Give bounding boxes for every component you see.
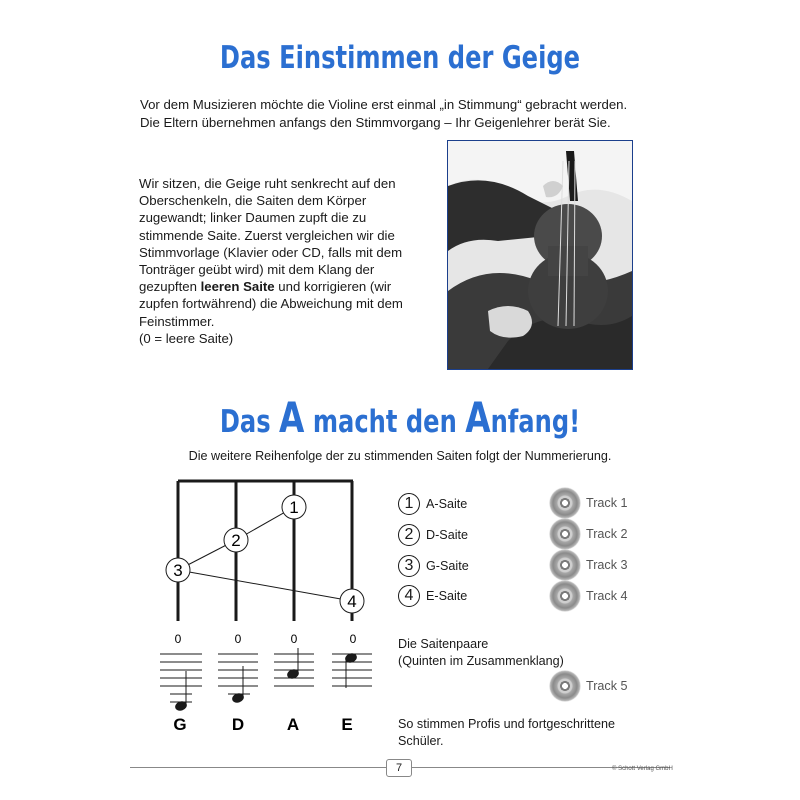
track-label-1: Track 1 [586,496,628,510]
legend-label-1: A-Saite [426,497,468,511]
track-label-5: Track 5 [586,679,628,693]
closing-note [398,716,615,750]
open-string-zero-g: 0 [174,632,182,646]
closing-line-1: So stimmen Profis und fortgeschrittene [398,717,615,731]
track-item-5[interactable] [550,671,628,701]
intro-line-1: Vor dem Musizieren möchte die Violine erst einmal „in Stimmung“ gebracht werden. [140,97,628,112]
order-marker-4 [340,589,364,613]
heading-part-1: Das [219,404,280,440]
intro-line-2: Die Eltern übernehmen anfangs den Stimmvorgang – Ihr Geigenlehrer berät Sie. [140,115,611,130]
order-number-3: 3 [173,561,183,580]
cd-icon [550,581,580,611]
copyright: © Schott Verlag GmbH [612,766,673,772]
legend-number-2: 2 [398,524,420,546]
note-name-d: D [231,715,245,734]
cd-icon [550,550,580,580]
instruction-paragraph [139,175,429,347]
page-title: Das Einstimmen der Geige [219,40,581,76]
violin-photo [447,140,633,370]
string-pairs-note [398,636,564,670]
cd-icon [550,488,580,518]
paragraph-text: Wir sitzen, die Geige ruht senkrecht auf den Oberschenkeln, die Saiten dem Körper zugewandt; linker Daumen zupft die zu stimmende Saite. Zuerst vergleichen wir die Stimmvorlage (Klavier oder CD, falls mit dem Tonträger geübt wird) mit dem Klang der gezupften [139,176,403,295]
subtitle: Die weitere Reihenfolge der zu stimmenden Saiten folgt der Nummerierung. [188,449,612,463]
connector-3-4 [178,570,352,601]
track-item-4[interactable] [550,581,628,611]
note-name-a: A [286,715,300,734]
heading-part-3: nfang! [490,404,581,440]
open-string-zero-a: 0 [290,632,298,646]
paragraph-note: (0 = leere Saite) [139,330,234,346]
cd-icon [550,519,580,549]
paragraph-text-end: und korrigieren (wir zupfen fortwährend) die Abweichung mit dem Feinstimmer. [139,279,403,329]
track-label-2: Track 2 [586,527,628,541]
note-name-g: G [173,715,187,734]
staff-e [332,652,372,688]
legend-label-2: D-Saite [426,528,468,542]
legend-row-2 [398,523,469,547]
heading-big-a: A [279,393,305,442]
track-label-3: Track 3 [586,558,628,572]
order-number-1: 1 [289,498,299,517]
tuning-diagram [150,476,380,766]
note-name-e: E [341,715,353,734]
heading-big-a-2: A [465,393,491,442]
heading-part-2: macht den [304,404,466,440]
intro-text [140,96,680,132]
legend-row-1 [398,492,469,516]
section-heading [88,393,712,442]
track-item-2[interactable] [550,519,628,549]
order-number-2: 2 [231,531,241,550]
legend-number-3: 3 [398,555,420,577]
paragraph-bold: leeren Saite [200,279,275,295]
order-marker-3 [166,558,190,582]
page-number: 7 [386,759,412,777]
open-string-zero-e: 0 [349,632,357,646]
staff-g [160,654,202,712]
track-label-4: Track 4 [586,589,628,603]
staff-d [218,654,258,704]
string-legend [398,492,469,608]
order-marker-1 [282,495,306,519]
open-string-zero-d: 0 [234,632,242,646]
staff-a [274,648,314,686]
cd-icon [550,671,580,701]
legend-label-4: E-Saite [426,589,468,603]
order-number-4: 4 [347,592,357,611]
pairs-line-2: (Quinten im Zusammenklang) [398,654,564,668]
track-item-1[interactable] [550,488,628,518]
legend-number-4: 4 [398,585,420,607]
legend-row-4 [398,584,469,608]
legend-number-1: 1 [398,493,420,515]
legend-label-3: G-Saite [426,559,469,573]
pairs-line-1: Die Saitenpaare [398,637,489,651]
legend-row-3 [398,554,469,578]
closing-line-2: Schüler. [398,734,444,748]
order-marker-2 [224,528,248,552]
track-item-3[interactable] [550,550,628,580]
track-list [550,488,628,611]
